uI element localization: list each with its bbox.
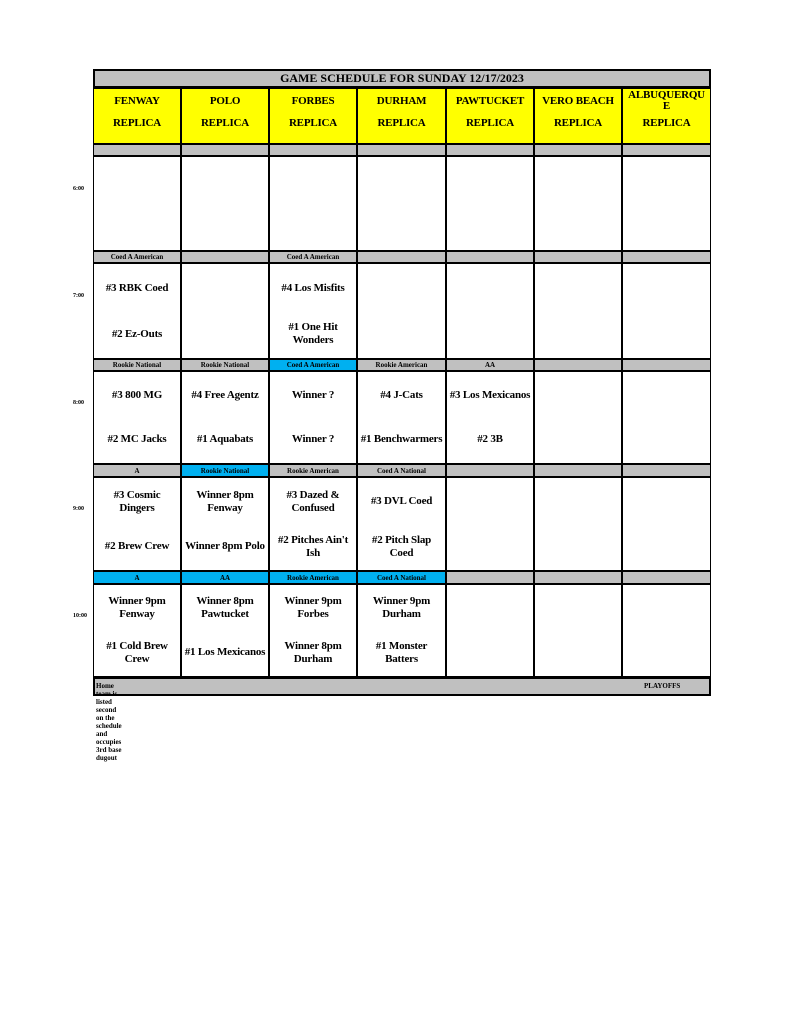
away-team: #3 Dazed & Confused: [286, 488, 340, 514]
away-team: #4 Free Agentz: [191, 388, 259, 401]
home-team: [536, 206, 620, 248]
away-team: [183, 160, 267, 202]
home-team: [95, 206, 179, 248]
division-label: [446, 144, 534, 156]
division-label: [357, 251, 446, 263]
away-team: #3 DVL Coed: [370, 495, 433, 507]
away-team: Winner ?: [291, 388, 335, 401]
division-label: [446, 251, 534, 263]
footer-tag: PLAYOFFS: [644, 682, 681, 690]
division-label: [446, 571, 534, 584]
page-title: GAME SCHEDULE FOR SUNDAY 12/17/2023: [93, 69, 711, 88]
division-label: Coed A American: [93, 251, 181, 263]
division-label: Coed A American: [269, 359, 357, 371]
away-team: #4 J-Cats: [380, 388, 423, 401]
away-team: Winner 9pm Fenway: [108, 595, 166, 621]
away-team: [536, 267, 620, 309]
away-team: [359, 267, 444, 309]
home-team: #1 Cold Brew Crew: [106, 639, 168, 665]
home-team: [183, 206, 267, 248]
home-team: [271, 206, 355, 248]
away-team: [536, 160, 620, 202]
division-label: [534, 251, 622, 263]
home-team: [448, 206, 532, 248]
away-team: [448, 481, 532, 522]
field-name: PAWTUCKET: [455, 94, 525, 107]
home-team: #2 Pitches Ain't Ish: [277, 533, 349, 559]
home-team: Winner 8pm Durham: [284, 639, 342, 665]
home-team: [448, 526, 532, 567]
away-team: [359, 160, 444, 202]
away-team: #4 Los Misfits: [281, 281, 345, 294]
away-team: [624, 588, 709, 629]
home-team: [536, 633, 620, 674]
away-team: [448, 160, 532, 202]
home-team: #1 Monster Batters: [375, 639, 428, 665]
away-team: #3 Los Mexicanos: [449, 388, 531, 401]
away-team: #3 Cosmic Dingers: [113, 488, 161, 514]
division-label: Coed A National: [357, 464, 446, 477]
division-label: [622, 144, 711, 156]
away-team: Winner 8pm Fenway: [196, 488, 254, 514]
division-label: [534, 359, 622, 371]
away-team: Winner 8pm Pawtucket: [196, 595, 254, 621]
footer-bar: [93, 677, 711, 696]
away-team: [624, 375, 709, 416]
away-team: [271, 160, 355, 202]
division-label: Rookie National: [181, 359, 269, 371]
division-label: [534, 464, 622, 477]
home-team: [624, 526, 709, 567]
home-team: [624, 313, 709, 355]
division-label: [357, 144, 446, 156]
field-sub: REPLICA: [642, 116, 691, 129]
home-team: #2 Ez-Outs: [111, 327, 163, 340]
time-label: 7:00: [73, 293, 84, 299]
away-team: Winner 9pm Durham: [372, 595, 431, 621]
field-sub: REPLICA: [553, 116, 603, 129]
away-team: #3 800 MG: [111, 388, 163, 401]
time-label: 9:00: [73, 506, 84, 512]
time-label: 10:00: [73, 612, 87, 619]
division-label: A: [93, 464, 181, 477]
division-label: [181, 251, 269, 263]
division-label: Rookie American: [357, 359, 446, 371]
field-name: FENWAY: [114, 94, 160, 107]
home-team: #1 Aquabats: [196, 433, 254, 446]
division-label: [534, 571, 622, 584]
division-label: [446, 464, 534, 477]
division-label: [534, 144, 622, 156]
away-team: [624, 267, 709, 309]
home-team: [536, 526, 620, 567]
home-team: [448, 633, 532, 674]
away-team: [183, 267, 267, 309]
division-label: [622, 464, 711, 477]
away-team: [95, 160, 179, 202]
home-team: #2 MC Jacks: [107, 433, 167, 446]
home-team: [359, 313, 444, 355]
field-sub: REPLICA: [377, 116, 426, 129]
division-label: [181, 144, 269, 156]
division-label: Rookie National: [181, 464, 269, 477]
field-sub: REPLICA: [112, 116, 162, 129]
division-label: A: [93, 571, 181, 584]
away-team: [536, 481, 620, 522]
home-team: [624, 206, 709, 248]
division-label: [93, 144, 181, 156]
division-label: AA: [181, 571, 269, 584]
home-team: [536, 313, 620, 355]
home-team: [359, 206, 444, 248]
division-label: Rookie American: [269, 571, 357, 584]
away-team: Winner 9pm Forbes: [284, 595, 342, 621]
division-label: [622, 251, 711, 263]
home-team: [624, 420, 709, 461]
home-team: #2 Pitch Slap Coed: [371, 533, 432, 559]
home-team: [448, 313, 532, 355]
time-label: 8:00: [73, 399, 84, 406]
field-sub: REPLICA: [465, 116, 515, 129]
field-name: POLO: [209, 94, 241, 107]
field-name: VERO BEACH: [542, 94, 614, 107]
away-team: [536, 588, 620, 629]
division-label: Rookie American: [269, 464, 357, 477]
division-label: [622, 571, 711, 584]
home-team: #1 Benchwarmers: [360, 433, 443, 446]
field-name: ALBUQUERQU E: [628, 89, 705, 112]
away-team: [624, 160, 709, 202]
home-team: #1 One Hit Wonders: [288, 321, 338, 346]
footer-note: Home team is listed second on the schedule and occupies 3rd base dugout: [96, 682, 122, 762]
home-team: Winner 8pm Polo: [185, 540, 265, 552]
field-name: DURHAM: [376, 94, 427, 107]
away-team: #3 RBK Coed: [105, 281, 169, 294]
division-label: Coed A American: [269, 251, 357, 263]
division-label: Coed A National: [357, 571, 446, 584]
division-label: Rookie National: [93, 359, 181, 371]
time-label: 6:00: [73, 185, 84, 192]
home-team: #1 Los Mexicanos: [184, 646, 266, 659]
home-team: [183, 313, 267, 355]
home-team: Winner ?: [291, 433, 335, 446]
home-team: [536, 420, 620, 461]
field-sub: REPLICA: [288, 116, 338, 129]
away-team: [536, 375, 620, 416]
home-team: [624, 633, 709, 674]
away-team: [624, 481, 709, 522]
home-team: #2 Brew Crew: [104, 540, 170, 552]
division-label: [622, 359, 711, 371]
away-team: [448, 267, 532, 309]
division-label: AA: [446, 359, 534, 371]
away-team: [448, 588, 532, 629]
home-team: #2 3B: [477, 433, 503, 446]
field-name: FORBES: [291, 94, 335, 107]
field-sub: REPLICA: [200, 116, 250, 129]
division-label: [269, 144, 357, 156]
